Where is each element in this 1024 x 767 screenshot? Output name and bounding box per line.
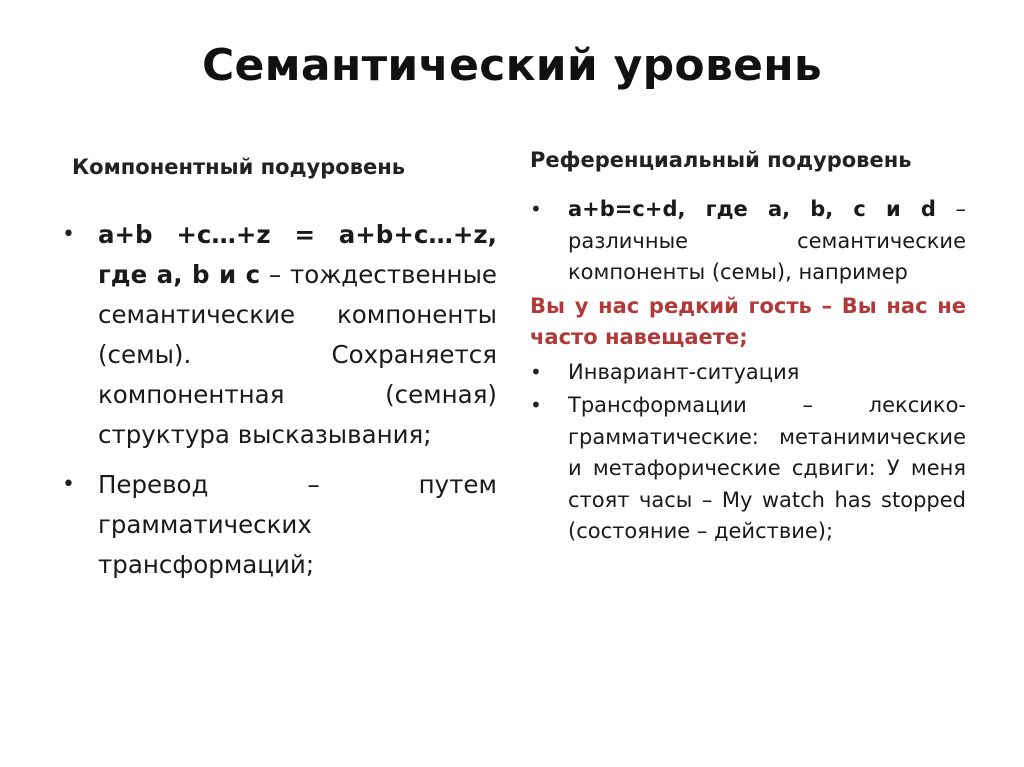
item-text: Перевод – путем грамматических трансформаций; (98, 470, 497, 579)
item-text: Инвариант-ситуация (568, 359, 800, 384)
left-column (62, 155, 497, 595)
item-text: – различные семантические компоненты (семы), например (568, 197, 966, 284)
right-bullet-list-top (530, 194, 966, 289)
list-item (62, 465, 497, 585)
formula-text: a+b +c…+z = a+b+c…+z, где a, b и c (98, 220, 497, 289)
bullet-icon: • (530, 393, 542, 417)
list-item (530, 194, 966, 289)
bullet-icon: • (62, 222, 75, 247)
bullet-icon: • (530, 359, 542, 384)
bullet-icon: • (530, 197, 542, 221)
list-item (62, 215, 497, 455)
left-bullet-list (62, 215, 497, 585)
left-column-heading: Компонентный подуровень (72, 155, 406, 179)
right-column (530, 148, 966, 550)
right-column-heading: Референциальный подуровень (530, 148, 912, 172)
right-bullet-list-bottom (530, 357, 966, 548)
bullet-icon: • (62, 472, 75, 497)
item-text: – тождественные семантические компоненты (семы). Сохраняется компонентная (семная) структура высказывания; (98, 260, 497, 449)
formula-text: a+b=c+d, где a, b, c и d (568, 197, 936, 221)
example-sentence: Вы у нас редкий гость – Вы нас не часто навещаете; (530, 293, 966, 349)
list-item (530, 390, 966, 548)
slide-title: Семантический уровень (201, 40, 823, 91)
item-text: Трансформации – лексико-грамматические: метанимические и метафорические сдвиги: У меня стоят часы – My watch has stopped (состояние – действие); (568, 393, 966, 543)
list-item (530, 357, 966, 389)
